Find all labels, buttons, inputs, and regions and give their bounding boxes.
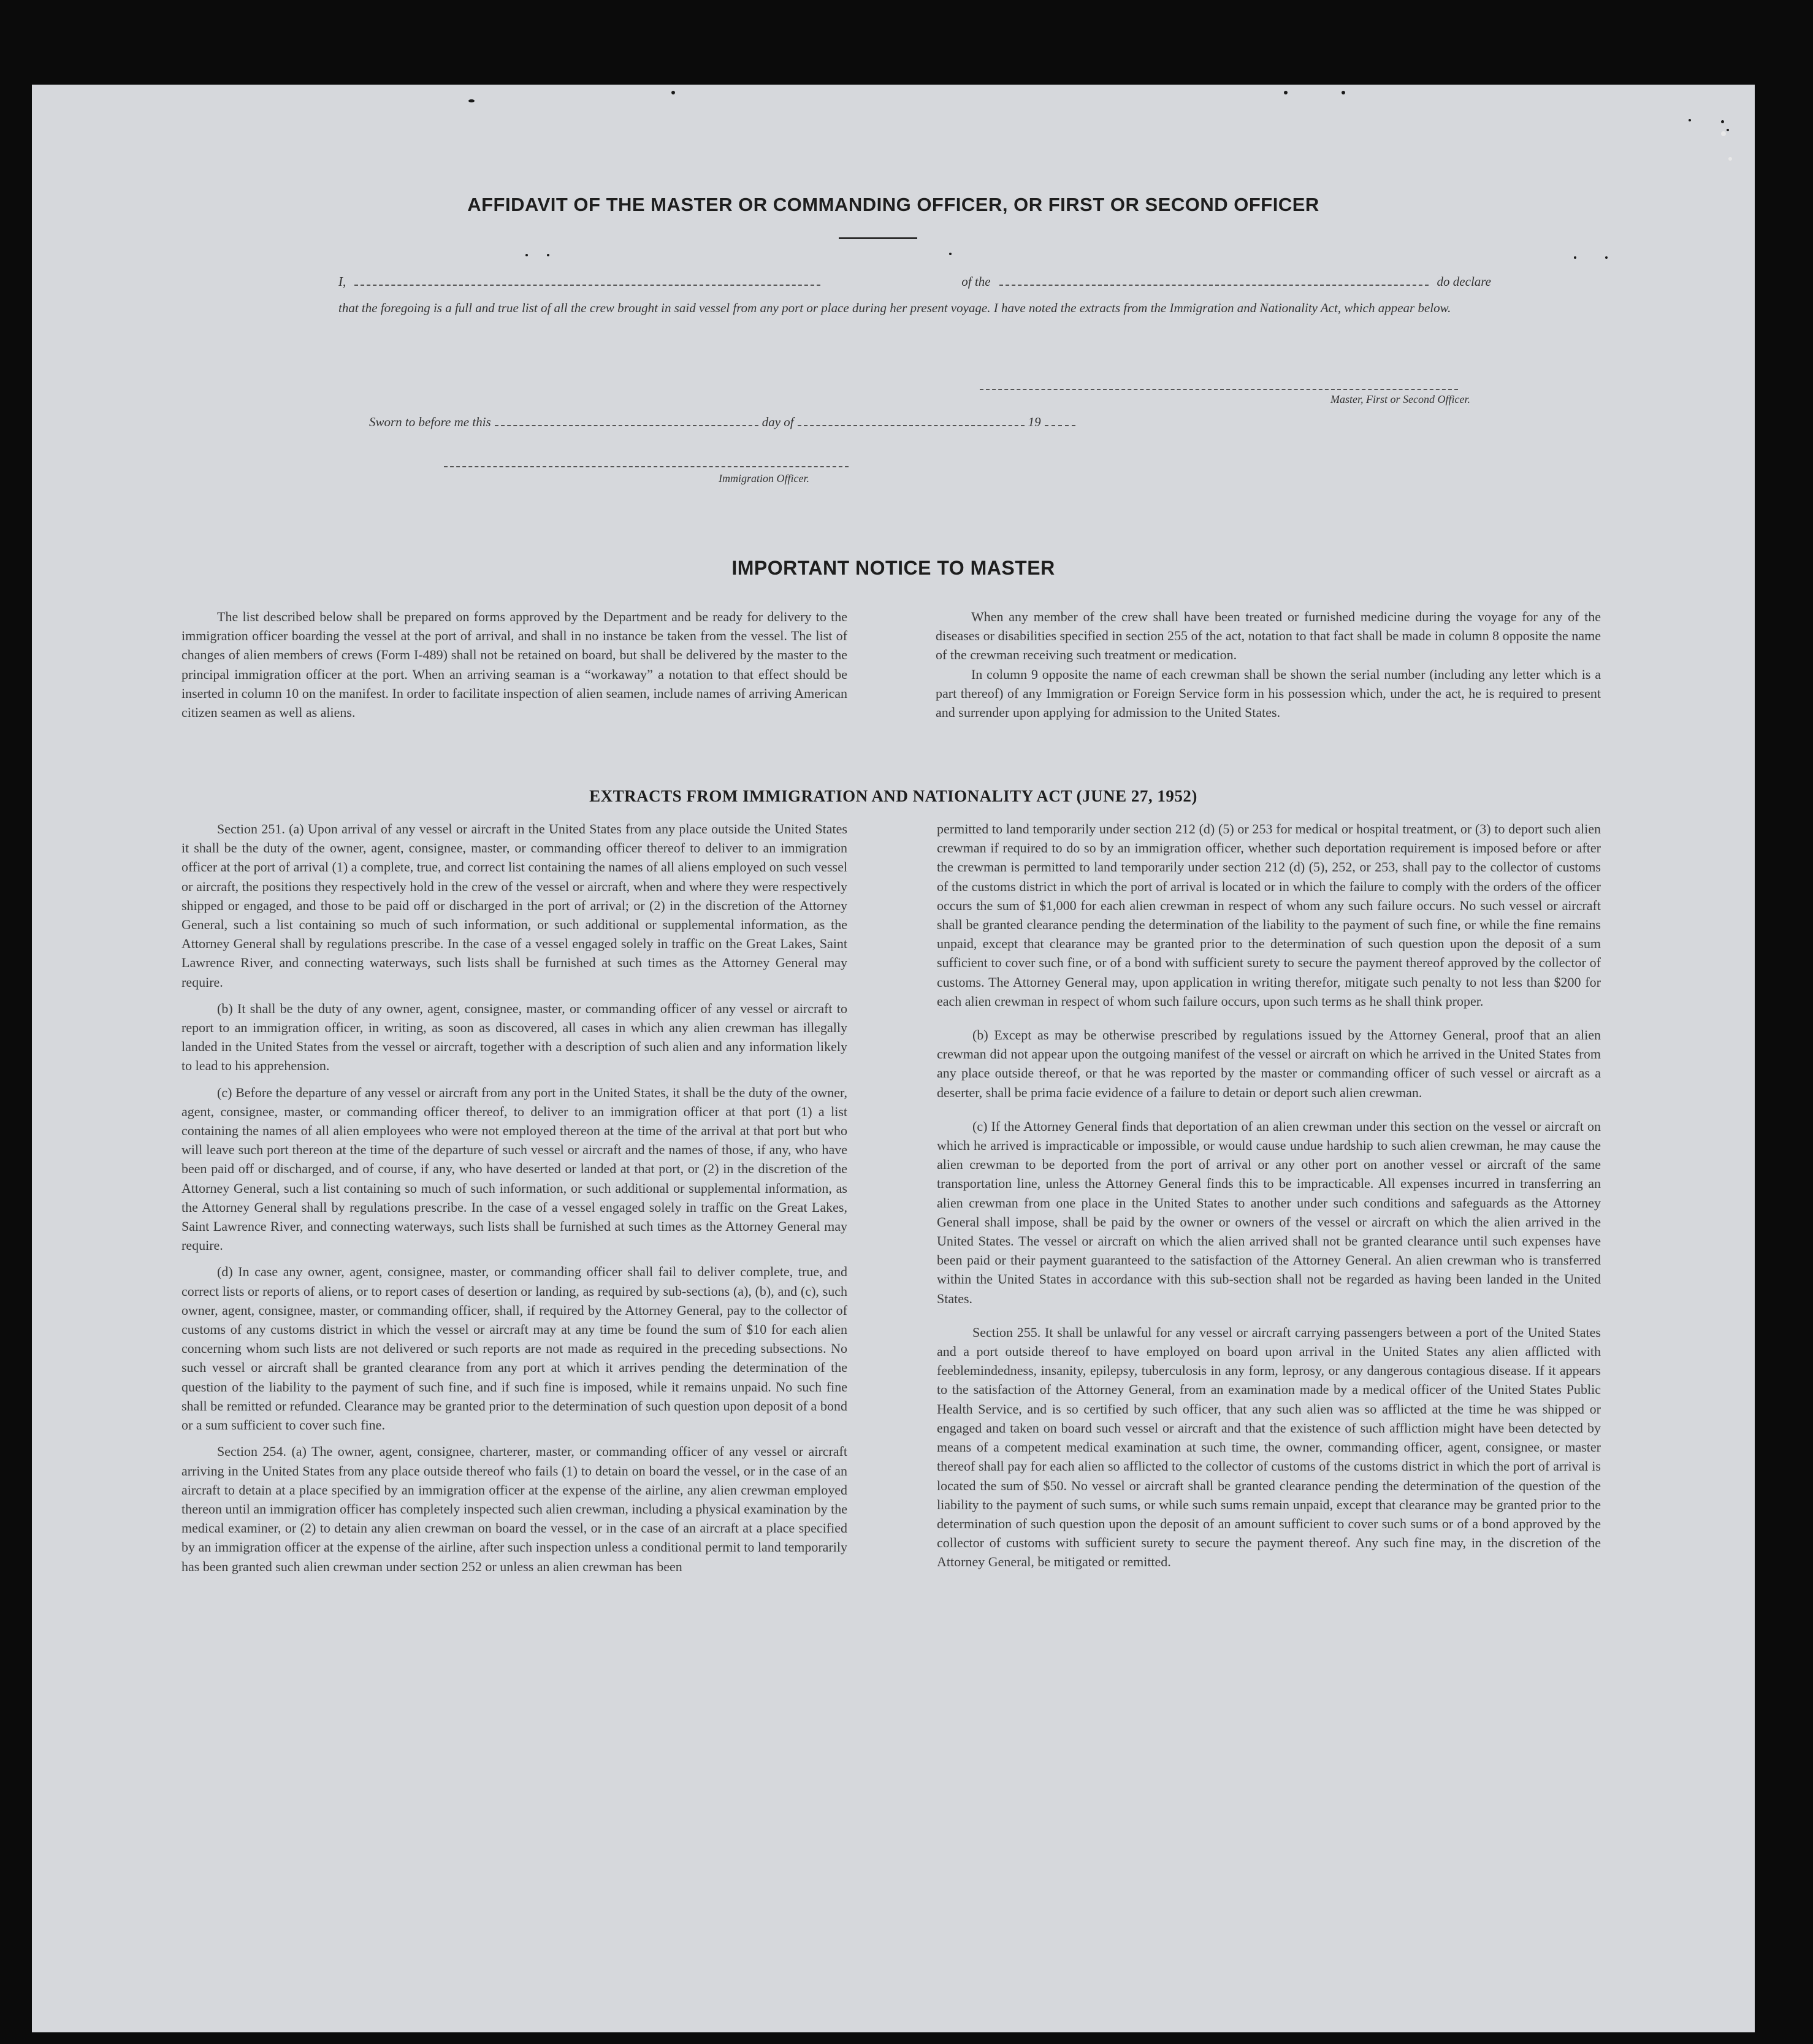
- sworn-line: [369, 415, 1075, 430]
- scan-speck: [1574, 256, 1576, 259]
- scan-speck: [468, 99, 475, 102]
- scan-speck: [1727, 129, 1729, 131]
- scan-speck: [1284, 91, 1288, 94]
- section-paragraph: (b) It shall be the duty of any owner, agent, consignee, master, or commanding officer of any vessel or aircraft to report to an immigration officer, in writing, as soon as discovered, all cases in which any alien crewman has illegally landed in the United States from the vessel or aircraft, together with a description of such alien and any information likely to lead to his apprehension.: [181, 1000, 847, 1074]
- declaration-first-line: [338, 269, 1491, 295]
- scan-speck: [1721, 131, 1726, 136]
- notice-paragraph: In column 9 opposite the name of each crewman shall be shown the serial number (including any letter which is a part thereof) of any Immigration or Foreign Service form in his possession which, under the act, he is required to present and surrender upon applying for admission to the United States.: [936, 666, 1601, 721]
- scan-speck: [949, 253, 952, 255]
- extracts-title: EXTRACTS FROM IMMIGRATION AND NATIONALITY ACT (JUNE 27, 1952): [589, 787, 1197, 805]
- sworn-year-field[interactable]: [1045, 425, 1075, 426]
- do-declare-label: do declare: [1437, 274, 1491, 289]
- sworn-month-field[interactable]: [798, 425, 1025, 426]
- scan-speck: [671, 91, 675, 94]
- of-the-label: of the: [961, 274, 991, 289]
- declarant-label: I,: [338, 274, 346, 289]
- section-paragraph: Section 255. It shall be unlawful for any vessel or aircraft carrying passengers between a port of the United States and a port outside thereof to have employed on board upon arrival in the United States any alien afflicted with feeblemindedness, insanity, epilepsy, tuberculosis in any form, leprosy, or any dangerous contagious disease. If it appears to the satisfaction of the Attorney General, from an examination made by a medical officer of the United States Public Health Service, and is so certified by such officer, that any such alien was so afflicted at the time he was shipped or engaged and taken on board such vessel or aircraft and that the existence of such affliction might have been detected by means of a competent medical examination at such time, the owner, commanding officer, agent, consignee, or master thereof shall pay for each alien so afflicted to the collector of customs of the customs district in which the port of arrival is located the sum of $50. No vessel or aircraft shall be granted clearance pending the determination of the question of the liability to the payment of such sums, or while such sums remain unpaid, except that clearance may be granted prior to the determination of such question upon the deposit of an amount sufficient to cover such sums or of a bond approved by the collector of customs with sufficient surety to secure the payment thereof. Any such fine may, in the discretion of the Attorney General, be mitigated or remitted.: [937, 1324, 1601, 1570]
- notice-left-column: [181, 607, 847, 722]
- sworn-day-field[interactable]: [495, 425, 758, 426]
- master-signature-line[interactable]: [980, 389, 1458, 390]
- section-paragraph: Section 251. (a) Upon arrival of any vessel or aircraft in the United States from any place outside the United States it shall be the duty of the owner, agent, consignee, master, or commanding officer thereof to deliver to an immigration officer at the port of arrival (1) a complete, true, and correct list containing the names of all aliens employed on such vessel or aircraft, the positions they respectively hold in the crew of the vessel or aircraft, when and where they were respectively shipped or engaged, and those to be paid off or discharged in the port of arrival; or (2) in the discretion of the Attorney General, such a list containing so much of such information, or such additional or supplemental information, as the Attorney General shall by regulations prescribe. In the case of a vessel engaged solely in traffic on the Great Lakes, Saint Lawrence River, and connecting waterways, such lists shall be furnished at such times as the Attorney General may require.: [181, 821, 847, 990]
- master-signature-caption: Master, First or Second Officer.: [1330, 393, 1470, 405]
- day-of-label: day of: [761, 415, 794, 429]
- section-paragraph: (d) In case any owner, agent, consignee, master, or commanding officer shall fail to deliver complete, true, and correct lists or reports of aliens, or to report cases of desertion or landing, as required by sub-sections (a), (b), and (c), such owner, agent, consignee, master, or commanding officer, shall, if required by the Attorney General, pay to the collector of customs of any customs district in which the vessel or aircraft may at any time be found the sum of $10 for each alien concerning whom such lists are not delivered or such reports are not made as required in the preceding subsections. No such vessel or aircraft shall be granted clearance from any port at which it arrives pending the determination of the question of the liability to the payment of such fine, and if such fine is imposed, while it remains unpaid. No such fine shall be remitted or refunded. Clearance may be granted prior to the determination of such question upon deposit of a bond or a sum sufficient to cover such fine.: [181, 1264, 847, 1433]
- scan-speck: [1342, 91, 1345, 94]
- year-prefix: 19: [1028, 415, 1041, 429]
- declaration-block: [338, 269, 1491, 321]
- scan-speck: [1689, 119, 1691, 121]
- notice-paragraph: When any member of the crew shall have been treated or furnished medicine during the voyage for any of the diseases or disabilities specified in section 255 of the act, notation to that fact shall be made in column 8 opposite the name of the crewman receiving such treatment or medication.: [936, 609, 1601, 663]
- declarant-name-field[interactable]: [354, 285, 820, 286]
- declaration-statement: that the foregoing is a full and true list of all the crew brought in said vessel from any port or place during her present voyage. I have noted the extracts from the Immigration and Nationality Act, which appear below.: [338, 300, 1451, 315]
- scan-speck: [1721, 120, 1724, 123]
- sworn-label: Sworn to before me this: [369, 415, 491, 429]
- extracts-left-column: [181, 819, 847, 1576]
- title-underline: [839, 237, 917, 239]
- scan-speck: [525, 254, 528, 256]
- document-page: [32, 85, 1755, 2032]
- immigration-officer-caption: Immigration Officer.: [719, 472, 809, 484]
- affidavit-title: AFFIDAVIT OF THE MASTER OR COMMANDING OFFICER, OR FIRST OR SECOND OFFICER: [467, 194, 1319, 215]
- extracts-right-column: [937, 819, 1601, 1572]
- section-paragraph: (c) If the Attorney General finds that deportation of an alien crewman under this section on the vessel or aircraft on which he arrived is impracticable or impossible, or would cause undue hardship to such alien crewman, he may cause the alien crewman to be deported from the port of arrival or any other port on another vessel or aircraft of the same transportation line, unless the Attorney General finds this to be impracticable. All expenses incurred in transferring an alien crewman from one place in the United States to another under such conditions and safeguards as the Attorney General shall impose, shall be paid by the owner or owners of the vessel or aircraft on which the alien arrived in the United States. The vessel or aircraft on which the alien arrived shall not be granted clearance until such expenses have been paid or their payment guaranteed to the satisfaction of the Attorney General. An alien crewman who is transferred within the United States in accordance with this sub-section shall not be regarded as having been landed in the United States.: [937, 1118, 1601, 1306]
- scan-speck: [1728, 157, 1732, 161]
- section-paragraph: Section 254. (a) The owner, agent, consignee, charterer, master, or commanding officer of any vessel or aircraft arriving in the United States from any place outside thereof who fails (1) to detain on board the vessel, or in the case of an aircraft to detain at a place specified by an immigration officer at the expense of the airline, any alien crewman employed thereon until an immigration officer has completely inspected such alien crewman, including a physical examination by the medical examiner, or (2) to detain any alien crewman on board the vessel, or in the case of an aircraft at a place specified by an immigration officer at the expense of the airline, after such inspection unless a conditional permit to land temporarily has been granted such alien crewman under section 252 or unless an alien crewman has been: [181, 1444, 847, 1574]
- scan-speck: [547, 254, 549, 256]
- immigration-officer-signature-line[interactable]: [444, 466, 849, 467]
- notice-right-column: [936, 607, 1601, 722]
- vessel-name-field[interactable]: [999, 285, 1429, 286]
- notice-title: IMPORTANT NOTICE TO MASTER: [731, 557, 1055, 579]
- section-paragraph: permitted to land temporarily under section 212 (d) (5) or 253 for medical or hospital treatment, or (3) to deport such alien crewman if required to do so by an immigration officer, whether such deportation requirement is imposed before or after the crewman is permitted to land temporarily under section 212 (d) (5), 252, or 253, shall pay to the collector of customs of the customs district in which the port of arrival is located or in which the failure to comply with the orders of the officer occurs the sum of $1,000 for each alien crewman in respect of whom any such failure occurs. No such vessel or aircraft shall be granted clearance pending the determination of the liability to the payment of such fine, or while the fine remains unpaid, except that clearance may be granted prior to the determination of such question upon the deposit of a sum sufficient to cover such fine, or of a bond with sufficient surety to secure the payment thereof approved by the collector of customs. The Attorney General may, upon application in writing therefor, mitigate such penalty to not less than $200 for each alien crewman in respect of whom such failure occurs, upon such terms as he shall think proper.: [937, 821, 1601, 1009]
- scan-speck: [1605, 256, 1608, 259]
- section-paragraph: (b) Except as may be otherwise prescribed by regulations issued by the Attorney General, proof that an alien crewman did not appear upon the outgoing manifest of the vessel or aircraft on which he arrived in the United States from any place outside thereof, or that he was reported by the master or commanding officer of such vessel or aircraft as a deserter, shall be prima facie evidence of a failure to detain or deport such alien crewman.: [937, 1027, 1601, 1100]
- section-paragraph: (c) Before the departure of any vessel or aircraft from any port in the United States, it shall be the duty of the owner, agent, consignee, master, or commanding officer thereof, to deliver to an immigration officer at that port (1) a list containing the names of all alien employees who were not employed thereon at the time of the arrival at that port but who will leave such port thereon at the time of the departure of such vessel or aircraft and the names of those, if any, who have been paid off or discharged, and of course, if any, who have deserted or landed at that port, or (2) in the discretion of the Attorney General, such a list containing so much of such information, or such additional or supplemental information, as the Attorney General shall by regulations prescribe. In the case of a vessel engaged solely in traffic on the Great Lakes, Saint Lawrence River, and connecting waterways, such lists shall be furnished at such times as the Attorney General may require.: [181, 1084, 847, 1254]
- notice-paragraph: The list described below shall be prepared on forms approved by the Department and be ready for delivery to the immigration officer boarding the vessel at the port of arrival, and shall in no instance be taken from the vessel. The list of changes of alien members of crews (Form I-489) shall not be retained on board, but shall be delivered by the master to the principal immigration officer at the port. When an arriving seaman is a “workaway” a notation to that effect should be inserted in column 10 on the manifest. In order to facilitate inspection of alien seamen, include names of arriving American citizen seamen as well as aliens.: [181, 609, 847, 721]
